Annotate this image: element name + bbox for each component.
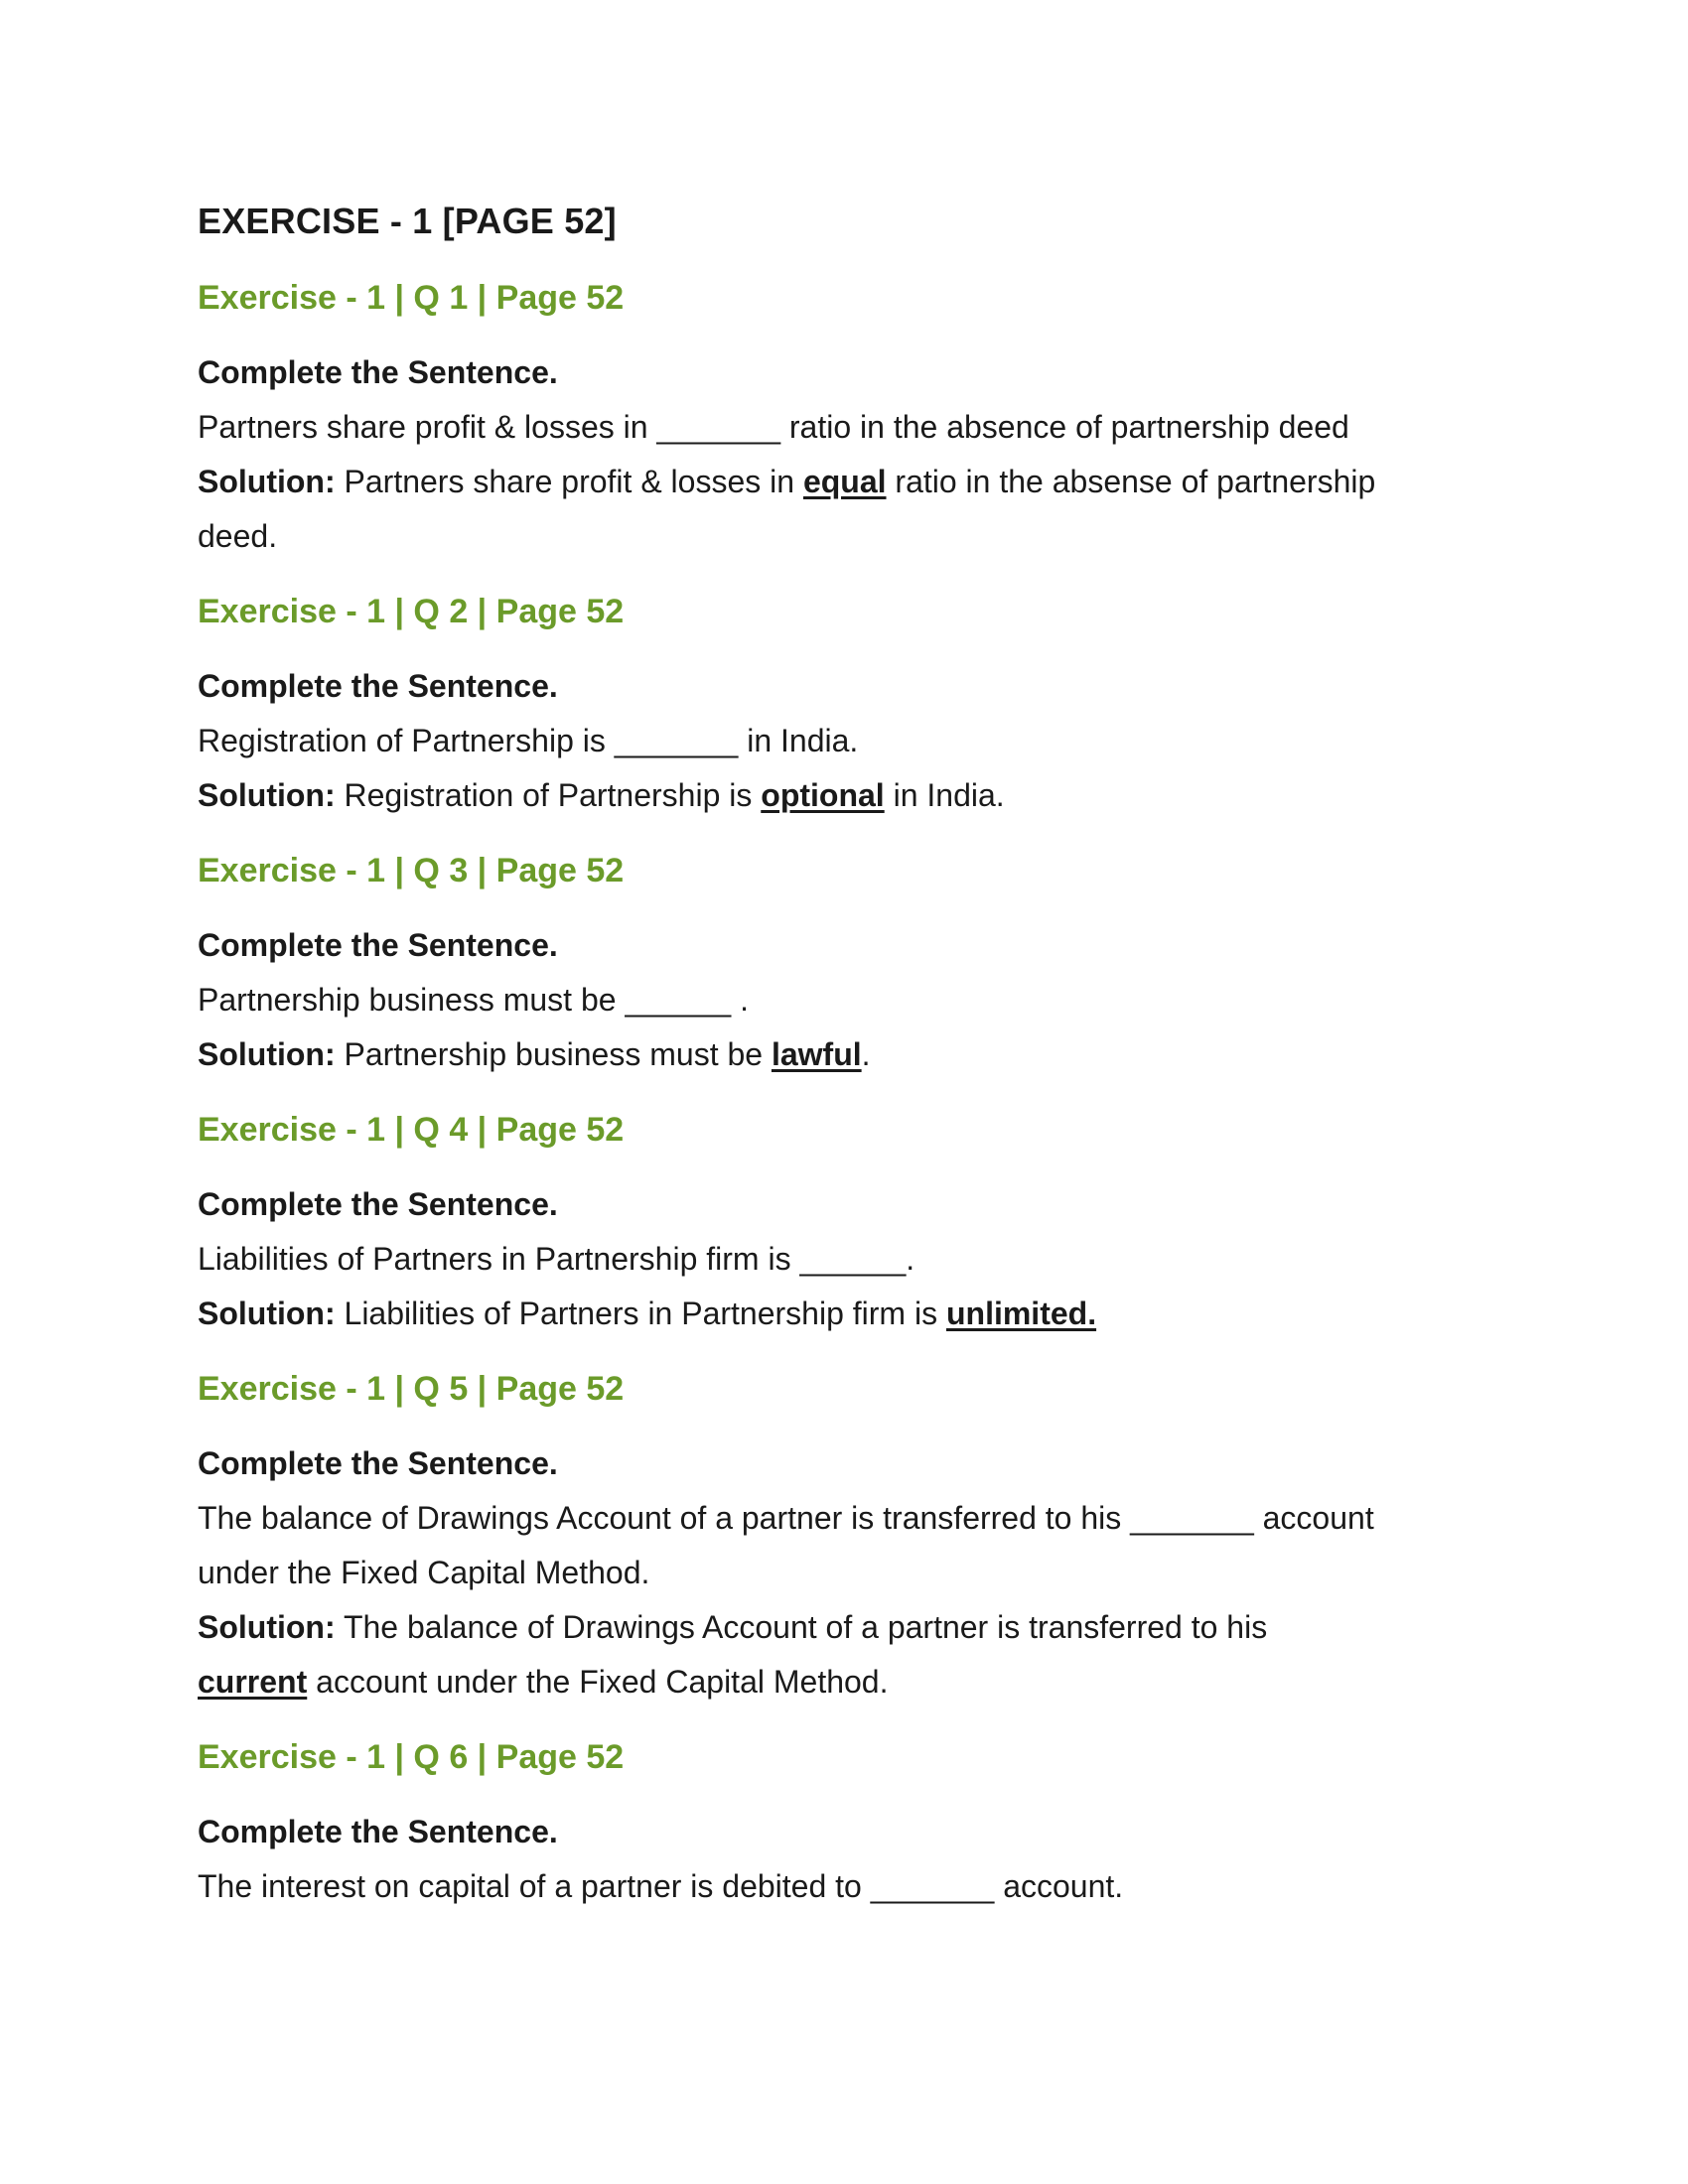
solution: [198, 455, 1439, 564]
question-6: [198, 1731, 1518, 1914]
question-instruction: Complete the Sentence.: [198, 354, 558, 390]
question-text: Partnership business must be ______ .: [198, 982, 749, 1018]
solution-label: Solution:: [198, 1609, 336, 1645]
question-instruction: Complete the Sentence.: [198, 1814, 558, 1849]
question-instruction: Complete the Sentence.: [198, 1445, 558, 1481]
question-3: [198, 845, 1518, 1082]
question-heading: Exercise - 1 | Q 3 | Page 52: [198, 852, 625, 889]
answer: unlimited.: [945, 1296, 1097, 1331]
solution-text-before: The balance of Drawings Account of a partner is transferred to his: [343, 1609, 1268, 1645]
solution: [198, 1287, 1518, 1341]
solution-text-after: ratio in the absense of partnership deed.: [198, 464, 1376, 554]
answer: optional: [761, 777, 885, 813]
question-text: Registration of Partnership is _______ in India.: [198, 723, 859, 758]
solution-text-after: .: [861, 1036, 871, 1072]
solution: [198, 1600, 1270, 1709]
answer: lawful: [771, 1036, 862, 1072]
answer: current: [198, 1664, 308, 1700]
question-heading: Exercise - 1 | Q 4 | Page 52: [198, 1111, 625, 1149]
question-instruction: Complete the Sentence.: [198, 927, 558, 963]
document-page: [198, 195, 1518, 1914]
question-text: The balance of Drawings Account of a partner is transferred to his _______ account under the Fixed Capital Method.: [198, 1500, 1374, 1590]
solution-text-before: Partnership business must be: [344, 1036, 764, 1072]
solution-text-after: in India.: [893, 777, 1005, 813]
solution: [198, 768, 1518, 823]
question-heading: Exercise - 1 | Q 5 | Page 52: [198, 1370, 625, 1408]
solution-text-after: account under the Fixed Capital Method.: [316, 1664, 889, 1700]
solution-label: Solution:: [198, 777, 336, 813]
solution-text-before: Partners share profit & losses in: [344, 464, 795, 499]
question-instruction: Complete the Sentence.: [198, 668, 558, 704]
question-4: [198, 1104, 1518, 1341]
question-1: [198, 272, 1518, 564]
question-text: Partners share profit & losses in _______ ratio in the absence of partnership deed: [198, 409, 1349, 445]
exercise-title: EXERCISE - 1 [PAGE 52]: [198, 201, 617, 241]
question-instruction: Complete the Sentence.: [198, 1186, 558, 1222]
question-text: Liabilities of Partners in Partnership firm is ______.: [198, 1241, 915, 1277]
solution-text-before: Liabilities of Partners in Partnership firm is: [344, 1296, 938, 1331]
solution-label: Solution:: [198, 1296, 336, 1331]
solution-label: Solution:: [198, 464, 336, 499]
question-heading: Exercise - 1 | Q 6 | Page 52: [198, 1738, 625, 1776]
solution: [198, 1027, 1518, 1082]
solution-label: Solution:: [198, 1036, 336, 1072]
question-2: [198, 586, 1518, 823]
solution-text-before: Registration of Partnership is: [344, 777, 753, 813]
answer: equal: [802, 464, 887, 499]
question-heading: Exercise - 1 | Q 2 | Page 52: [198, 593, 625, 630]
question-5: [198, 1363, 1518, 1709]
question-text: The interest on capital of a partner is debited to _______ account.: [198, 1868, 1124, 1904]
question-heading: Exercise - 1 | Q 1 | Page 52: [198, 279, 625, 317]
